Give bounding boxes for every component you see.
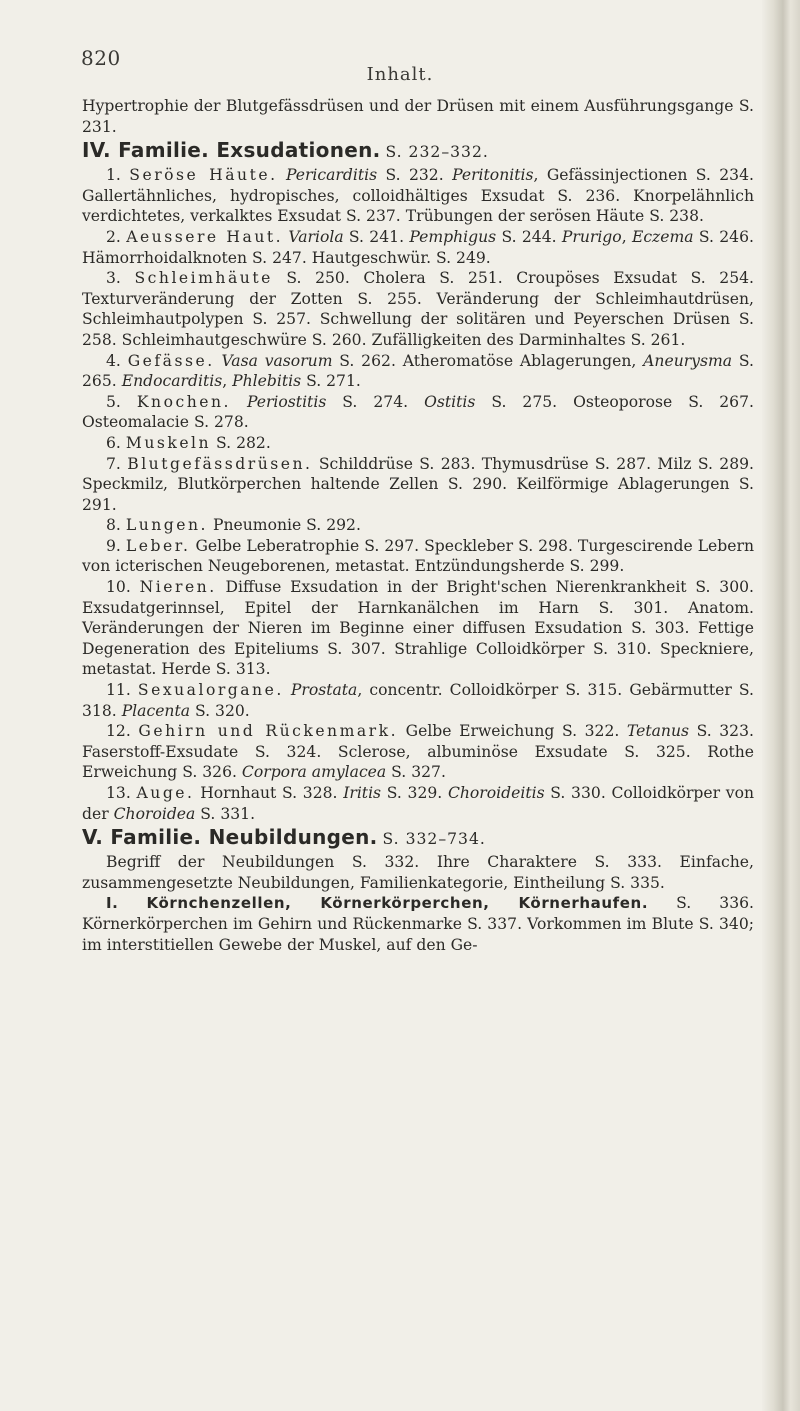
entry-1-serose-haute: 1. Seröse Häute. Pericarditis S. 232. Peritonitis, Gefässinjectionen S. 234. Gallertähnliches, hydropisches, colloidhältiges Exsudat S. 236. Knorpelähnlich verdichtetes, verkalktes Exsudat S. 237. Trübungen der serösen Häute S. 238. (82, 166, 754, 226)
page-edge-shadow (762, 0, 800, 1411)
entry-13-heading: Auge. (136, 784, 195, 802)
family-iv-pages: S. 232–332. (385, 143, 489, 162)
entry-4-heading: Gefässe. (127, 351, 215, 370)
entry-13-auge: 13. Auge. Hornhaut S. 328. Iritis S. 329. Choroideitis S. 330. Colloidkörper von der Choroidea S. 331. (82, 784, 755, 823)
family-v-pages: S. 332–734. (382, 830, 486, 849)
section-i-heading: Körnchenzellen, Körnerkörperchen, Körnerhaufen. (146, 894, 649, 913)
entry-12-heading: Gehirn und Rückenmark. (138, 722, 399, 741)
entry-11-heading: Sexualorgane. (137, 681, 284, 700)
family-iv-heading (82, 137, 754, 165)
entry-6-heading: Muskeln (125, 433, 212, 452)
entry-8-heading: Lungen. (125, 516, 209, 535)
entry-10-nieren: 10. Nieren. Diffuse Exsudation in der Bright'schen Nierenkrankheit S. 300. Exsudatgerinnsel, Epitel der Harnkanälchen im Harn S. 301. Anatom. Veränderungen der Nieren im Beginne einer diffusen Exsudation S. 303. Fettige Degeneration des Epiteliums S. 307. Strahlige Colloidkörper S. 310. Speckniere, metastat. Herde S. 313. (82, 578, 754, 679)
page-header (0, 46, 760, 86)
entry-3-heading: Schleimhäute (134, 269, 273, 288)
entry-12-gehirn: 12. Gehirn und Rückenmark. Gelbe Erweichung S. 322. Tetanus S. 323. Faserstoff-Exsudate S. 324. Sclerose, albuminöse Exsudate S. 325. Rothe Erweichung S. 326. Corpora amylacea S. 327. (82, 722, 754, 782)
entry-4-gefasse: 4. Gefässe. Vasa vasorum S. 262. Atheromatöse Ablagerungen, Aneurysma S. 265. Endocarditis, Phlebitis S. 271. (82, 351, 754, 391)
family-iv-title: IV. Familie. Exsudationen. (82, 138, 381, 163)
entry-9-leber: 9. Leber. Gelbe Leberatrophie S. 297. Speckleber S. 298. Turgescirende Lebern von icterischen Neugeborenen, metastat. Entzündungsherde S. 299. (82, 536, 754, 576)
body-text (82, 96, 754, 955)
entry-9-heading: Leber. (125, 536, 191, 555)
paragraph-hypertrophie: Hypertrophie der Blutgefässdrüsen und der Drüsen mit einem Ausführungsgange S. 231. (82, 97, 754, 136)
entry-3-schleimhaute: 3. Schleimhäute S. 250. Cholera S. 251. Croupöses Exsudat S. 254. Texturveränderung der Zotten S. 255. Veränderung der Schleimhautdrüsen, Schleimhautpolypen S. 257. Schwellung der solitären und Peyerschen Drüsen S. 258. Schleimhautgeschwüre S. 260. Zufälligkeiten des Darminhaltes S. 261. (82, 269, 754, 349)
family-v-intro: Begriff der Neubildungen S. 332. Ihre Charaktere S. 333. Einfache, zusammengesetzte Neubildungen, Familienkategorie, Eintheilung S. 335. (82, 853, 754, 892)
running-head: Inhalt. (366, 64, 434, 85)
section-i-number: I. (106, 894, 119, 913)
entry-7-blutgefassdrusen: 7. Blutgefässdrüsen. Schilddrüse S. 283. Thymusdrüse S. 287. Milz S. 289. Speckmilz, Blutkörperchen haltende Zellen S. 290. Keilförmige Ablagerungen S. 291. (82, 454, 754, 514)
entry-11-sexualorgane: 11. Sexualorgane. Prostata, concentr. Colloidkörper S. 315. Gebärmutter S. 318. Placenta S. 320. (82, 681, 754, 720)
entry-2-heading: Aeussere Haut. (126, 227, 284, 246)
family-v-title: V. Familie. Neubildungen. (82, 825, 378, 850)
entry-1-heading: Seröse Häute. (129, 166, 278, 185)
entry-2-aeussere-haut: 2. Aeussere Haut. Variola S. 241. Pemphigus S. 244. Prurigo, Eczema S. 246. Hämorrhoidalknoten S. 247. Hautgeschwür. S. 249. (82, 227, 754, 267)
entry-5-heading: Knochen. (136, 392, 231, 411)
family-v-heading (82, 824, 754, 852)
entry-5-knochen: 5. Knochen. Periostitis S. 274. Ostitis S. 275. Osteoporose S. 267. Osteomalacie S. 278. (82, 392, 754, 432)
page-number: 820 (81, 46, 121, 70)
entry-10-heading: Nieren. (139, 578, 217, 597)
entry-8-lungen: 8. Lungen. Pneumonie S. 292. (106, 516, 361, 535)
entry-7-heading: Blutgefässdrüsen. (127, 454, 313, 473)
entry-6-muskeln: 6. Muskeln S. 282. (106, 433, 271, 452)
section-i-kornchenzellen: I. Körnchenzellen, Körnerkörperchen, Körnerhaufen. S. 336. Körnerkörperchen im Gehirn und Rückenmarke S. 337. Vorkommen im Blute S. 340; im interstitiellen Gewebe der Muskel, auf den Ge- (82, 894, 754, 954)
